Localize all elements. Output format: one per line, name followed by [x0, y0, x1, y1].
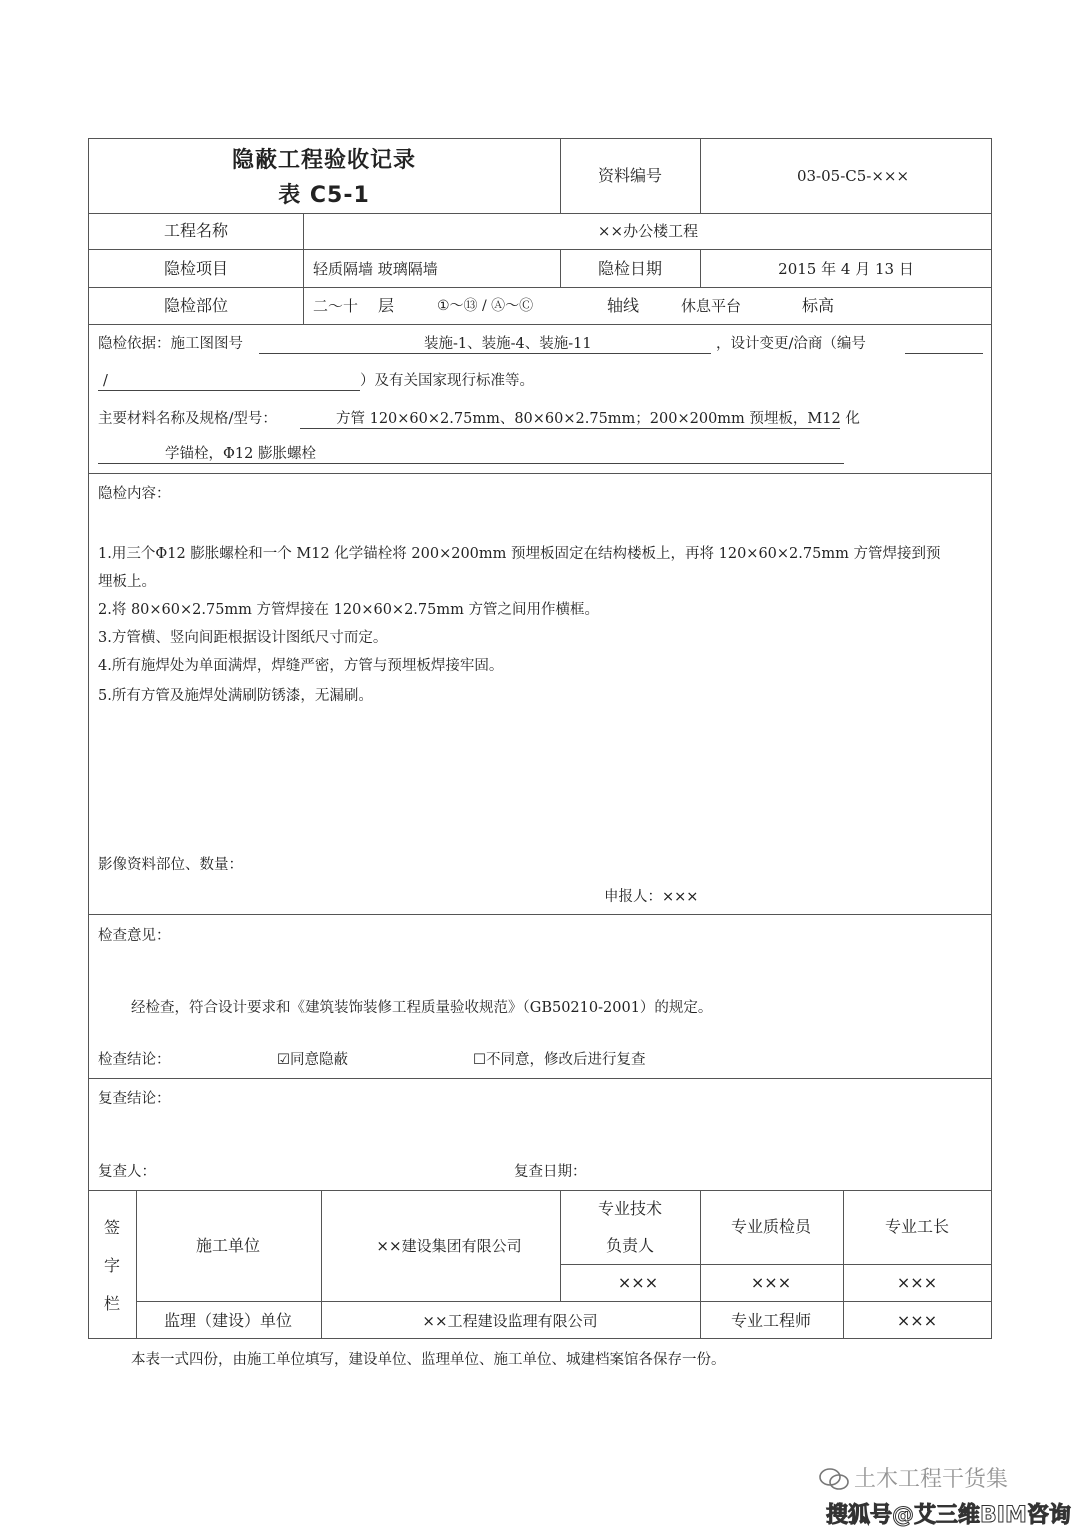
wechat-icon — [818, 1466, 850, 1492]
footnote: 本表一式四份，由施工单位填写，建设单位、监理单位、施工单位、城建档案馆各保存一份。 — [131, 1352, 726, 1368]
contractor-label: 施工单位 — [195, 1236, 261, 1255]
row-divider — [136, 1301, 992, 1302]
col-divider — [136, 1190, 137, 1339]
materials-line-2: 学锚栓，Φ12 膨胀螺栓 — [165, 446, 316, 462]
col-divider — [700, 138, 701, 213]
form-title: 隐蔽工程验收记录 — [231, 148, 417, 173]
drawing-number: 装施-1、装施-4、装施-11 — [424, 336, 592, 352]
row-divider — [88, 249, 992, 250]
inspection-location-label: 隐检部位 — [163, 296, 229, 315]
tech-lead-label: 专业技术 — [597, 1199, 663, 1218]
project-name-label: 工程名称 — [163, 221, 229, 240]
content-line: 5.所有方管及施焊处满刷防锈漆，无漏刷。 — [98, 688, 373, 704]
tech-lead-label: 负责人 — [605, 1236, 655, 1255]
signature-side-label: 字 — [103, 1256, 121, 1275]
inspection-opinion: 经检查，符合设计要求和《建筑装饰装修工程质量验收规范》（GB50210-2001）的规定。 — [131, 1000, 713, 1016]
engineer-label: 专业工程师 — [730, 1311, 812, 1330]
doc-no-value: 03-05-C5-××× — [796, 167, 910, 185]
row-divider — [88, 914, 992, 915]
contractor-value: ××建设集团有限公司 — [376, 1237, 522, 1255]
materials-line-1: 方管 120×60×2.75mm、80×60×2.75mm；200×200mm 预埋板，M12 化 — [336, 411, 860, 427]
supervisor-value: ××工程建设监理有限公司 — [422, 1312, 598, 1330]
tech-lead-signature: ××× — [617, 1273, 659, 1292]
underline — [905, 353, 983, 354]
elevation-label: 标高 — [802, 296, 835, 315]
col-divider — [700, 249, 701, 287]
inspection-item-value: 轻质隔墙 玻璃隔墙 — [313, 260, 438, 278]
row-divider — [88, 324, 992, 325]
content-line: 3.方管横、竖向间距根据设计图纸尺寸而定。 — [98, 630, 388, 646]
content-line: 4.所有施焊处为单面满焊，焊缝严密，方管与预埋板焊接牢固。 — [98, 658, 504, 674]
disagree-option: ☐不同意，修改后进行复查 — [473, 1052, 646, 1068]
col-divider — [321, 1190, 322, 1339]
content-line: 2.将 80×60×2.75mm 方管焊接在 120×60×2.75mm 方管之间用作横框。 — [98, 602, 599, 618]
form-frame — [88, 138, 992, 1339]
col-divider — [700, 1190, 701, 1339]
row-divider — [88, 1190, 992, 1191]
recheck-person-label: 复查人： — [98, 1164, 156, 1180]
image-data-label: 影像资料部位、数量： — [98, 857, 243, 873]
foreman-label: 专业工长 — [884, 1217, 950, 1236]
row-divider — [88, 473, 992, 474]
col-divider — [560, 249, 561, 287]
platform-value: 休息平台 — [681, 297, 742, 315]
recheck-label: 复查结论： — [98, 1091, 171, 1107]
floor-unit: 层 — [378, 296, 395, 315]
reporter: 申报人：××× — [604, 889, 699, 905]
engineer-signature: ××× — [896, 1311, 938, 1330]
inspection-opinion-label: 检查意见： — [98, 928, 171, 944]
col-divider — [303, 213, 304, 324]
content-line: 埋板上。 — [98, 574, 156, 590]
floor-value: 二～十 — [313, 297, 359, 315]
col-divider — [843, 1190, 844, 1339]
content-label: 隐检内容： — [98, 486, 171, 502]
underline — [98, 390, 360, 391]
recheck-date-label: 复查日期： — [514, 1164, 587, 1180]
inspection-item-label: 隐检项目 — [163, 259, 229, 278]
signature-side-label: 签 — [103, 1218, 121, 1237]
watermark-account: 土木工程干货集 — [854, 1467, 1009, 1492]
conclusion-label: 检查结论： — [98, 1052, 171, 1068]
basis-label: 隐检依据：施工图图号 — [98, 336, 243, 352]
inspection-date-value: 2015 年 4 月 13 日 — [778, 260, 914, 278]
materials-label: 主要材料名称及规格/型号： — [98, 411, 277, 427]
row-divider — [88, 287, 992, 288]
qc-label: 专业质检员 — [730, 1217, 812, 1236]
foreman-signature: ××× — [896, 1273, 938, 1292]
doc-no-label: 资料编号 — [597, 166, 663, 185]
row-divider — [88, 213, 992, 214]
supervisor-label: 监理（建设）单位 — [163, 1311, 293, 1330]
signature-side-label: 栏 — [103, 1294, 121, 1313]
axis-label: 轴线 — [607, 296, 640, 315]
content-line: 1.用三个Φ12 膨胀螺栓和一个 M12 化学锚栓将 200×200mm 预埋板固定在结构楼板上，再将 120×60×2.75mm 方管焊接到预 — [98, 546, 941, 562]
col-divider — [560, 138, 561, 213]
design-change-label: ，设计变更/洽商（编号 — [716, 336, 866, 352]
axis-value: ①～⑬ / Ⓐ～Ⓒ — [437, 298, 534, 314]
watermark-source: 搜狐号@艾三维BIM咨询 — [826, 1503, 1071, 1528]
col-divider — [560, 1190, 561, 1302]
inspection-date-label: 隐检日期 — [597, 259, 663, 278]
row-divider — [560, 1264, 992, 1265]
form-code: 表 C5-1 — [278, 183, 370, 208]
project-name-value: ××办公楼工程 — [597, 222, 699, 240]
qc-signature: ××× — [750, 1273, 792, 1292]
row-divider — [88, 1078, 992, 1079]
agree-option: ☑同意隐蔽 — [277, 1052, 348, 1068]
standards-text: ）及有关国家现行标准等。 — [360, 373, 534, 389]
design-change-value: / — [103, 373, 108, 389]
